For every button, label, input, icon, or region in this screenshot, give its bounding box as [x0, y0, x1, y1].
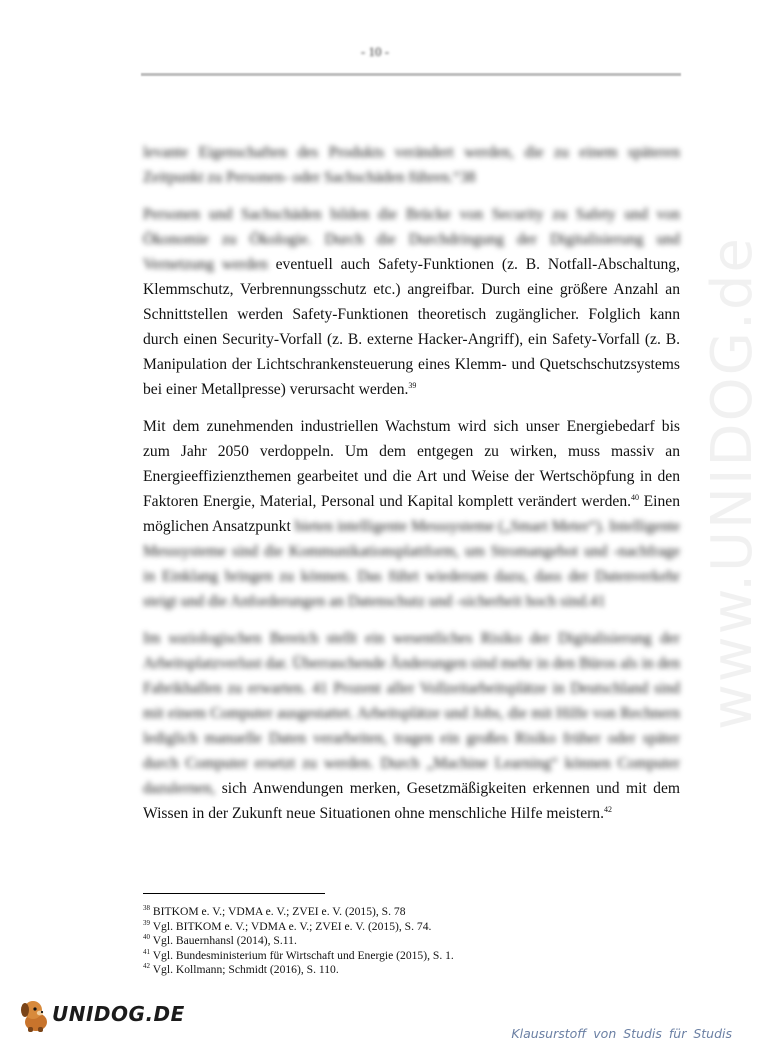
- footnote-text: Vgl. Bundesministerium für Wirtschaft und Energie (2015), S. 1.: [150, 948, 454, 962]
- document-body: [143, 140, 680, 838]
- blurred-text: Personen und Sachschäden bilden die Brücke von Security zu Safety und von Ökonomie zu Ökologie. Durch die Durchdringung der Digitalisierung und Vernetzung werden: [143, 206, 680, 273]
- watermark: www.UNIDOG.de: [700, 236, 765, 730]
- dog-mascot-icon: [16, 996, 54, 1034]
- footnote: [143, 905, 683, 920]
- footnote: [143, 934, 683, 949]
- blurred-text: levante Eigenschaften des Produkts verändert werden, die zu einem späteren Zeitpunkt zu Personen- oder Sachschäden führen.“38: [143, 144, 680, 186]
- footnote-number: 38: [143, 904, 150, 913]
- paragraph-text: eventuell auch Safety-Funktionen (z. B. Notfall-Abschaltung, Klemmschutz, Verbrennungsschutz etc.) angreifbar. Durch eine größere Anzahl an Schnittstellen werden Safety-Funktionen theoretisch zugänglicher. Folglich kann durch einen Security-Vorfall (z. B. externe Hacker-Angriff), ein Safety-Vorfall (z. B. Manipulation der Lichtschrankensteuerung eines Klemm- und Quetschschutzsystems bei einer Metallpresse) verursacht werden.: [143, 256, 680, 398]
- footnote-ref[interactable]: 39: [408, 380, 417, 390]
- page-number: - 10 -: [360, 44, 390, 59]
- paragraph: [143, 202, 680, 402]
- footnote-separator: [143, 893, 325, 894]
- paragraph: [143, 626, 680, 826]
- blurred-text: bieten intelligente Messsysteme („Smart Meter“). Intelligente Messsysteme sind die Kommunikationsplattform, um Stromangebot und -nachfrage in Einklang bringen zu können. Das führt wiederum dazu, dass der Datenverkehr steigt und die Anforderungen an Datenschutz und -sicherheit hoch sind.41: [143, 518, 680, 610]
- blurred-text: Im soziologischen Bereich stellt ein wesentliches Risiko der Digitalisierung der Arbeitsplatzverlust dar. Überraschende Änderungen sind mehr in den Büros als in den Fabrikhallen zu erwarten. 41 Prozent aller Vollzeitarbeitsplätze in Deutschland sind mit einem Computer ausgestattet. Arbeitsplätze und Jobs, die mit Hilfe von Rechnern lediglich manuelle Daten verarbeiten, tragen ein großes Risiko früher oder später durch Computer ersetzt zu werden. Durch „Machine Learning“ können Computer dazulernen,: [143, 630, 680, 797]
- paragraph: [143, 414, 680, 614]
- paragraph: [143, 140, 680, 190]
- footnote: [143, 949, 683, 964]
- footnote-number: 41: [143, 947, 150, 956]
- tagline: Klausurstoff von Studis für Studis: [511, 1026, 732, 1041]
- logo-text: UNIDOG.DE: [52, 1002, 185, 1026]
- footnote-number: 39: [143, 918, 150, 927]
- footnotes: [143, 905, 683, 978]
- paragraph-text: Mit dem zunehmenden industriellen Wachstum wird sich unser Energiebedarf bis zum Jahr 2050 verdoppeln. Um dem entgegen zu wirken, muss massiv an Energieeffizienzthemen gearbeitet und die Art und Weise der Wertschöpfung in den Faktoren Energie, Material, Personal und Kapital komplett verändert werden.: [143, 418, 680, 510]
- footnote-text: Vgl. Kollmann; Schmidt (2016), S. 110.: [150, 963, 339, 976]
- unidog-logo[interactable]: [16, 996, 185, 1036]
- footnote-number: 40: [143, 933, 150, 942]
- footnote: [143, 920, 683, 935]
- footnote-ref[interactable]: 40: [631, 492, 640, 502]
- footnote-ref[interactable]: 42: [604, 804, 612, 814]
- footnote-number: 42: [143, 962, 150, 971]
- footnote-text: Vgl. Bauernhansl (2014), S.11.: [150, 934, 297, 947]
- footnote-text: Vgl. BITKOM e. V.; VDMA e. V.; ZVEI e. V. (2015), S. 74.: [150, 919, 432, 933]
- paragraph-text: sich Anwendungen merken, Gesetzmäßigkeiten erkennen und mit dem Wissen in der Zukunft neue Situationen ohne menschliche Hilfe meistern.: [143, 780, 681, 822]
- paragraph-text: Einen möglichen Ansatzpunkt: [143, 493, 680, 535]
- footnote-text: BITKOM e. V.; VDMA e. V.; ZVEI e. V. (2015), S. 78: [150, 905, 406, 918]
- footnote: [143, 963, 683, 978]
- header-rule: [141, 73, 681, 76]
